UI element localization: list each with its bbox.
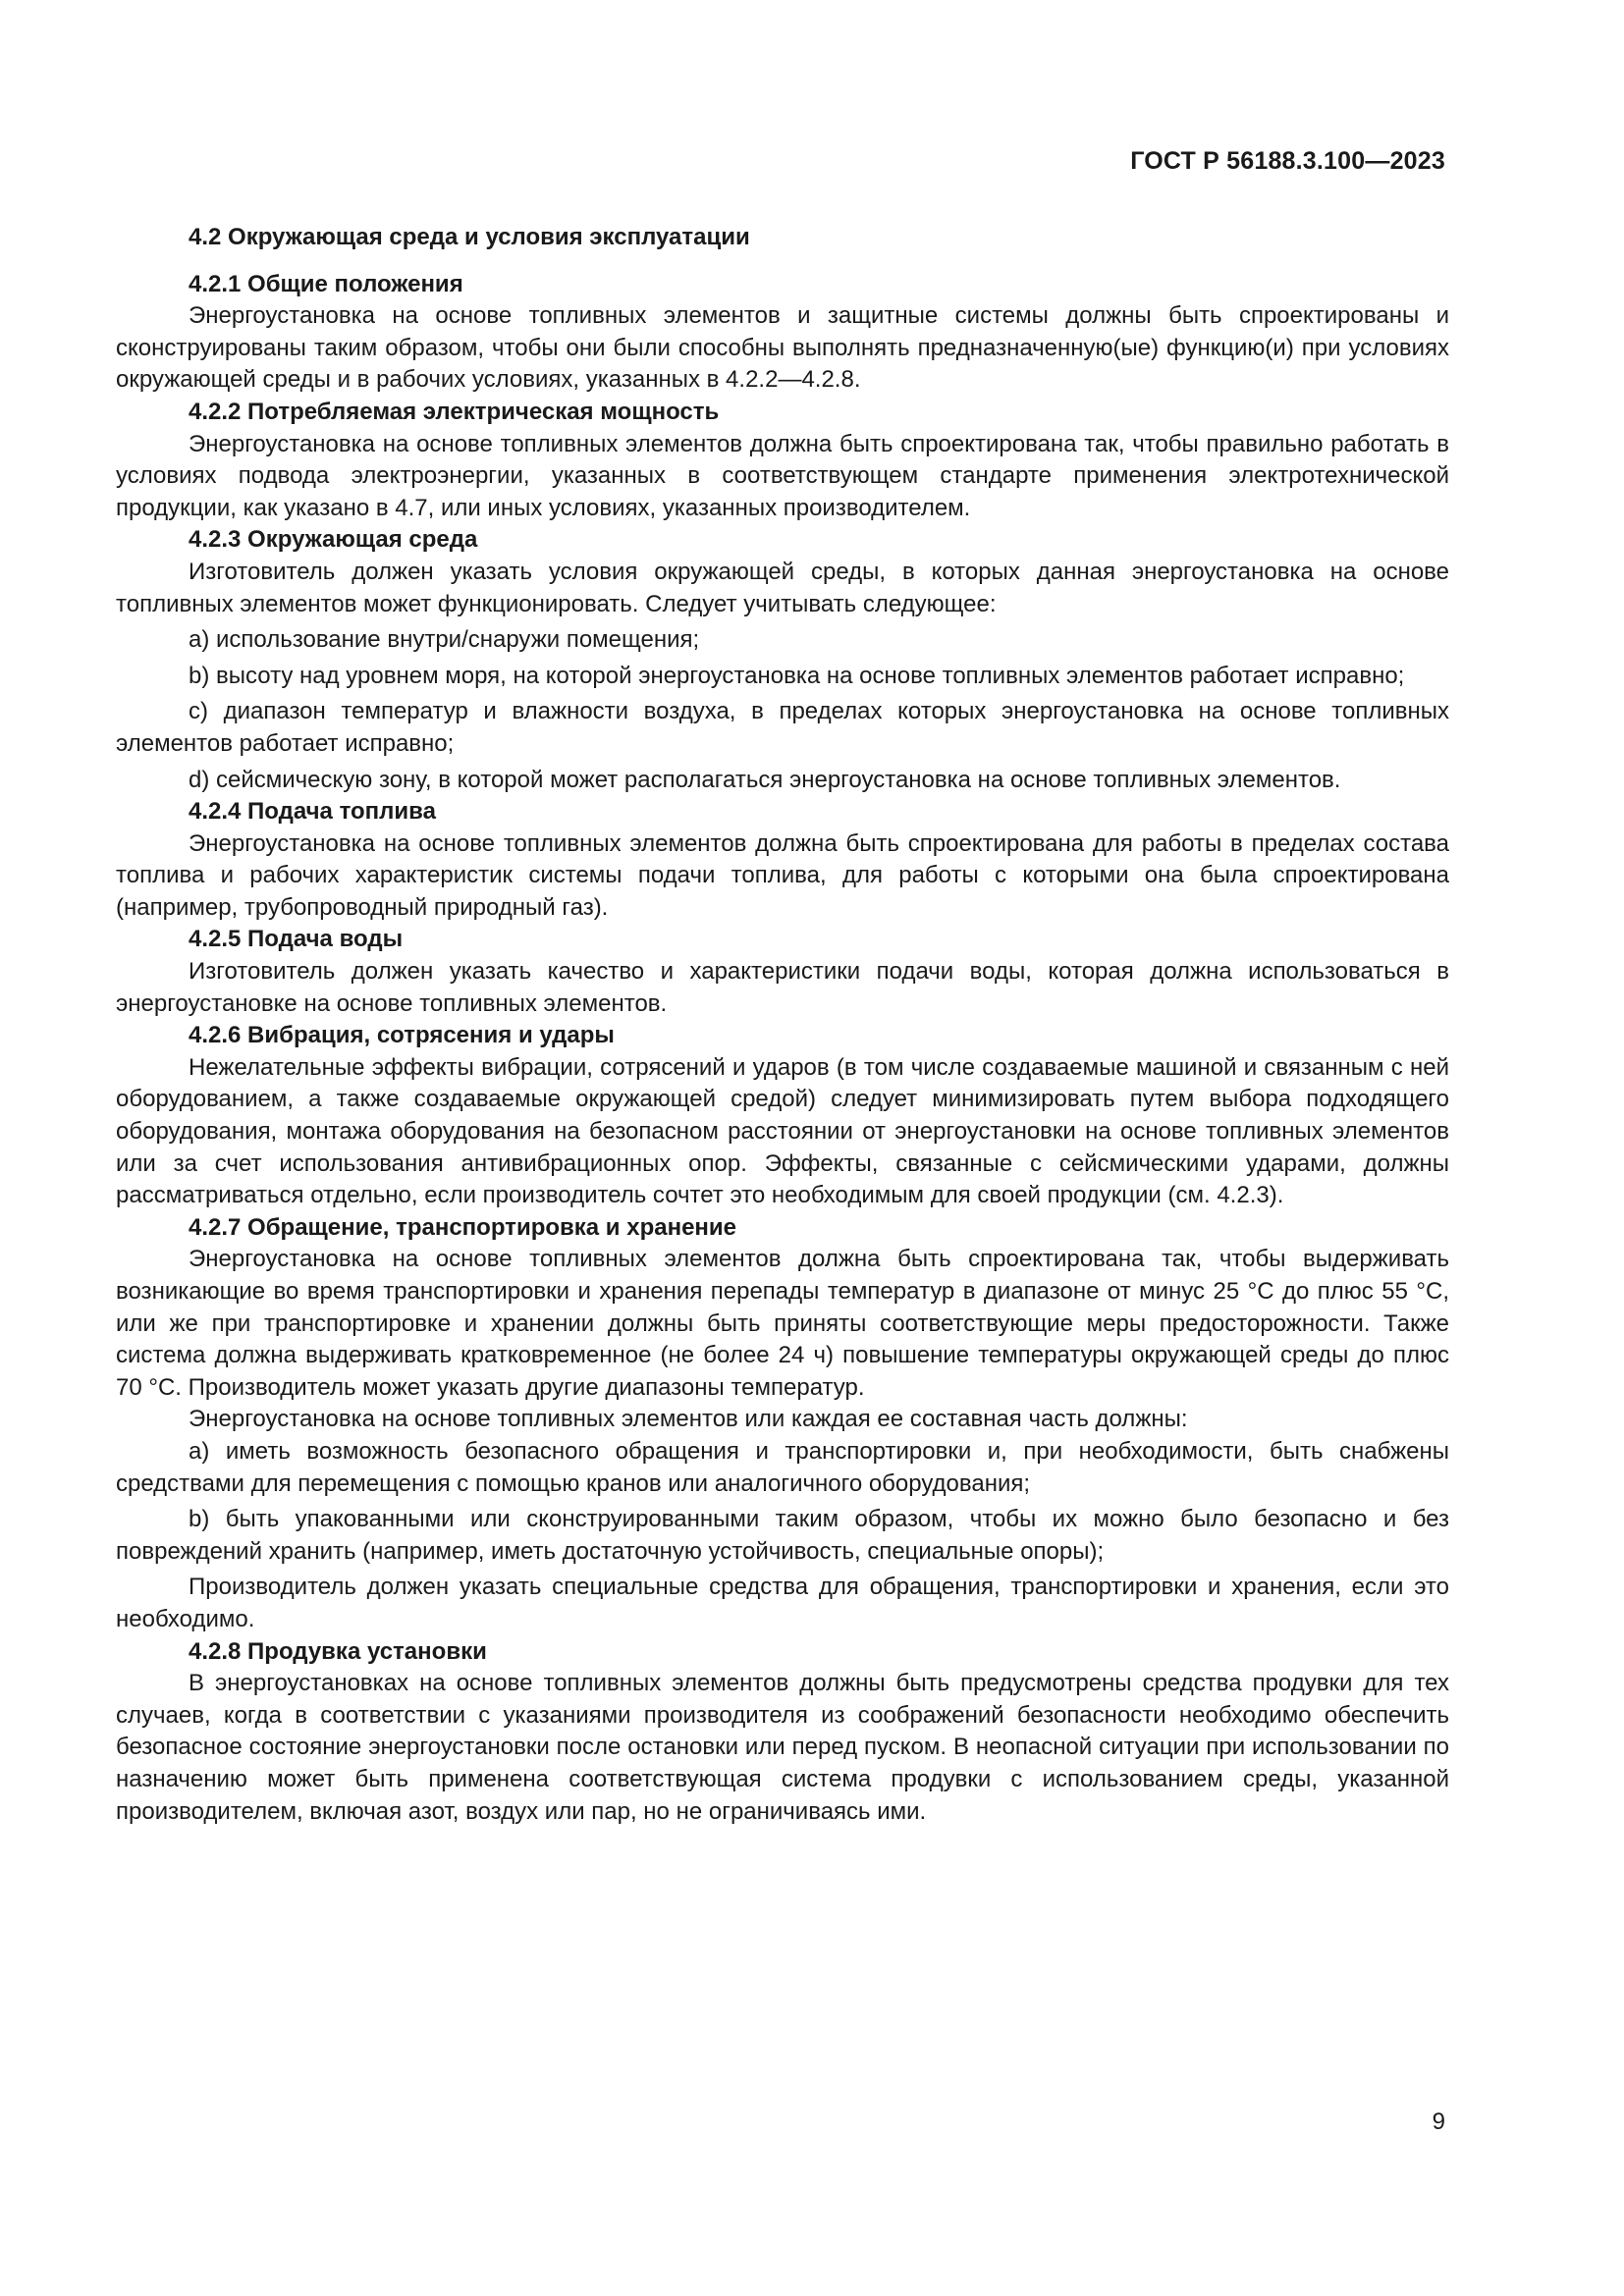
paragraph-water: Изготовитель должен указать качество и характеристики подачи воды, которая должна использоваться в энергоустановке на основе топливных элементов. — [116, 958, 1449, 1017]
document-identifier: ГОСТ Р 56188.3.100—2023 — [1130, 147, 1445, 175]
paragraph-power: Энергоустановка на основе топливных элементов должна быть спроектирована так, чтобы правильно работать в условиях подвода электроэнергии, указанных в соответствующем стандарте применения электротехнической продукции, как указано в 4.7, или иных условиях, указанных производителем. — [116, 430, 1449, 521]
subsection-title-environment: 4.2.3 Окружающая среда — [189, 526, 478, 554]
paragraph-handling-intro: Энергоустановка на основе топливных элементов или каждая ее составная часть должны: — [189, 1406, 1188, 1433]
subsection-title-handling: 4.2.7 Обращение, транспортировка и хранение — [189, 1213, 737, 1241]
paragraph-handling-temperature: Энергоустановка на основе топливных элементов должна быть спроектирована так, чтобы выдерживать возникающие во время транспортировки и хранения перепады температур в диапазоне от минус 25 °С до плюс 55 °С, или же при транспортировке и хранении должны быть приняты соответствующие меры предосторожности. Также система должна выдерживать кратковременное (не более 24 ч) повышение температуры окружающей среды до плюс 70 °С. Производитель может указать другие диапазоны температур. — [116, 1246, 1449, 1401]
subsection-title-water: 4.2.5 Подача воды — [189, 926, 404, 953]
list-item-environment-b: b) высоту над уровнем моря, на которой энергоустановка на основе топливных элементов работает исправно; — [189, 662, 1405, 689]
list-item-environment-c: c) диапазон температур и влажности воздуха, в пределах которых энергоустановка на основе топливных элементов работает исправно; — [116, 698, 1449, 757]
subsection-title-purge: 4.2.8 Продувка установки — [189, 1637, 487, 1665]
paragraph-general: Энергоустановка на основе топливных элементов и защитные системы должны быть спроектированы и сконструированы таким образом, чтобы они были способны выполнять предназначенную(ые) функцию(и) при условиях окружающей среды и в рабочих условиях, указанных в 4.2.2—4.2.8. — [116, 302, 1449, 394]
subsection-title-power: 4.2.2 Потребляемая электрическая мощность — [189, 398, 720, 425]
list-item-handling-b: b) быть упакованными или сконструированными таким образом, чтобы их можно было безопасно и без повреждений хранить (например, иметь достаточную устойчивость, специальные опоры); — [116, 1506, 1449, 1565]
paragraph-handling-means: Производитель должен указать специальные средства для обращения, транспортировки и хранения, если это необходимо. — [116, 1574, 1449, 1632]
document-body — [116, 222, 1449, 1828]
list-item-environment-a: a) использование внутри/снаружи помещения; — [189, 626, 700, 654]
page-number: 9 — [1432, 2109, 1445, 2135]
paragraph-vibration: Нежелательные эффекты вибрации, сотрясений и ударов (в том числе создаваемые машиной и связанным с ней оборудованием, а также создаваемые окружающей средой) следует минимизировать путем выбора подходящего оборудования, монтажа оборудования на безопасном расстоянии от энергоустановки на основе топливных элементов или за счет использования антивибрационных опор. Эффекты, связанные с сейсмическими ударами, должны рассматриваться отдельно, если производитель сочтет это необходимым для своей продукции (см. 4.2.3). — [116, 1053, 1449, 1209]
list-item-environment-d: d) сейсмическую зону, в которой может располагаться энергоустановка на основе топливных элементов. — [189, 766, 1341, 793]
subsection-title-vibration: 4.2.6 Вибрация, сотрясения и удары — [189, 1022, 615, 1049]
section-title: 4.2 Окружающая среда и условия эксплуатации — [189, 224, 750, 250]
paragraph-purge: В энергоустановках на основе топливных элементов должны быть предусмотрены средства продувки для тех случаев, когда в соответствии с указаниями производителя из соображений безопасности необходимо обеспечить безопасное состояние энергоустановки после остановки или перед пуском. В неопасной ситуации при использовании по назначению может быть применена соответствующая система продувки с использованием среды, указанной производителем, включая азот, воздух или пар, но не ограничиваясь ими. — [116, 1670, 1449, 1825]
paragraph-environment: Изготовитель должен указать условия окружающей среды, в которых данная энергоустановка на основе топливных элементов может функционировать. Следует учитывать следующее: — [116, 558, 1449, 617]
paragraph-fuel: Энергоустановка на основе топливных элементов должна быть спроектирована для работы в пределах состава топлива и рабочих характеристик системы подачи топлива, для работы с которыми она была спроектирована (например, трубопроводный природный газ). — [116, 829, 1449, 921]
subsection-title-general: 4.2.1 Общие положения — [189, 270, 463, 297]
list-item-handling-a: a) иметь возможность безопасного обращения и транспортировки и, при необходимости, быть снабжены средствами для перемещения с помощью кранов или аналогичного оборудования; — [116, 1437, 1449, 1497]
subsection-title-fuel: 4.2.4 Подача топлива — [189, 798, 436, 826]
